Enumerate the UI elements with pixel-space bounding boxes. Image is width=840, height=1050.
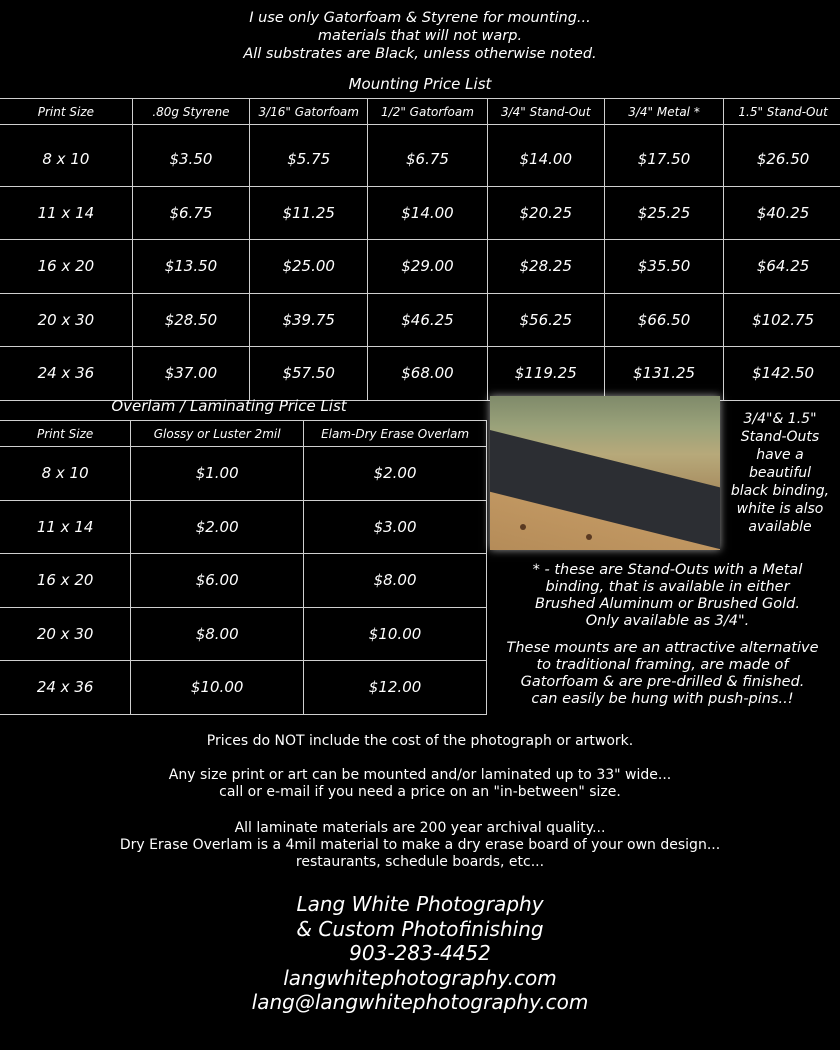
column-header: Glossy or Luster 2mil (131, 421, 304, 447)
note-line: beautiful (748, 465, 812, 481)
email-link[interactable]: lang@langwhitephotography.com (251, 990, 589, 1014)
column-header: Print Size (0, 99, 132, 125)
business-subtitle: & Custom Photofinishing (296, 916, 544, 941)
laminate-note-line: All laminate materials are 200 year archival quality... (234, 820, 606, 836)
table-cell: $20.25 (487, 186, 604, 240)
note-line: binding, that is available in either (545, 579, 790, 595)
table-cell: $10.00 (131, 661, 304, 715)
note-line: have a (756, 447, 804, 463)
table-cell: $25.25 (604, 186, 723, 240)
column-header: Print Size (0, 421, 131, 447)
table-cell: $12.00 (304, 661, 487, 715)
note-line: Brushed Aluminum or Brushed Gold. (535, 596, 800, 612)
column-header: Elam-Dry Erase Overlam (304, 421, 487, 447)
table-row (0, 186, 840, 240)
overlam-price-list-title: Overlam / Laminating Price List (111, 397, 347, 415)
column-header: .80g Styrene (132, 99, 249, 125)
intro-line: All substrates are Black, unless otherwise noted. (243, 46, 597, 62)
table-cell: $14.00 (368, 186, 487, 240)
stand-out-mount-photo (490, 396, 720, 550)
table-cell: $39.75 (250, 293, 368, 347)
table-cell: $6.75 (368, 125, 487, 187)
table-row (0, 661, 487, 715)
table-cell: $8.00 (131, 607, 304, 661)
table-cell: $17.50 (604, 125, 723, 187)
laminate-note-line: restaurants, schedule boards, etc... (295, 854, 545, 870)
note-line: * - these are Stand-Outs with a Metal (532, 562, 803, 578)
table-cell: 8 x 10 (0, 447, 131, 501)
column-header: 3/4" Stand-Out (487, 99, 604, 125)
size-note (0, 767, 840, 801)
laminate-note-line: Dry Erase Overlam is a 4mil material to make a dry erase board of your own design... (119, 837, 721, 853)
column-header: 1.5" Stand-Out (724, 99, 840, 125)
table-row (0, 125, 840, 187)
mounting-price-list-title: Mounting Price List (348, 75, 492, 93)
table-cell: $68.00 (368, 347, 487, 401)
table-cell: $3.50 (132, 125, 249, 187)
note-line: Only available as 3/4". (585, 613, 750, 629)
column-header: 1/2" Gatorfoam (368, 99, 487, 125)
table-cell: $3.00 (304, 500, 487, 554)
laminate-note (0, 820, 840, 871)
stand-out-binding-note (724, 410, 836, 536)
table-cell: $11.25 (250, 186, 368, 240)
note-line: Gatorfoam & are pre-drilled & finished. (520, 674, 805, 690)
table-cell: 11 x 14 (0, 186, 132, 240)
mounting-price-table (0, 98, 840, 401)
metal-binding-note (495, 562, 840, 630)
table-cell: 11 x 14 (0, 500, 131, 554)
table-cell: $46.25 (368, 293, 487, 347)
table-cell: $10.00 (304, 607, 487, 661)
table-cell: $28.25 (487, 240, 604, 294)
overlam-price-table (0, 420, 487, 715)
table-cell: $6.00 (131, 554, 304, 608)
column-header: 3/4" Metal * (604, 99, 723, 125)
table-cell: $1.00 (131, 447, 304, 501)
table-cell: $13.50 (132, 240, 249, 294)
table-cell: $66.50 (604, 293, 723, 347)
table-cell: $64.25 (724, 240, 840, 294)
framing-alternative-note (490, 640, 835, 708)
table-header-row (0, 99, 840, 125)
table-cell: 20 x 30 (0, 607, 131, 661)
table-cell: $14.00 (487, 125, 604, 187)
table-row (0, 293, 840, 347)
table-cell: $119.25 (487, 347, 604, 401)
table-cell: $26.50 (724, 125, 840, 187)
table-cell: $25.00 (250, 240, 368, 294)
table-cell: 8 x 10 (0, 125, 132, 187)
pricing-disclaimer (0, 733, 840, 750)
table-cell: $102.75 (724, 293, 840, 347)
table-row (0, 607, 487, 661)
table-cell: 16 x 20 (0, 240, 132, 294)
business-name: Lang White Photography (296, 892, 544, 916)
table-cell: 24 x 36 (0, 347, 132, 401)
table-cell: $8.00 (304, 554, 487, 608)
note-line: white is also (736, 501, 824, 517)
table-cell: $2.00 (304, 447, 487, 501)
intro-text (0, 9, 840, 63)
note-line: can easily be hung with push-pins..! (531, 691, 794, 707)
intro-line: materials that will not warp. (317, 28, 523, 44)
table-cell: 24 x 36 (0, 661, 131, 715)
phone-number: 903-283-4452 (349, 941, 491, 965)
contact-block (0, 892, 840, 1015)
table-cell: $56.25 (487, 293, 604, 347)
size-note-line: call or e-mail if you need a price on an "in-between" size. (219, 784, 621, 800)
table-cell: 16 x 20 (0, 554, 131, 608)
table-row (0, 447, 487, 501)
table-cell: $35.50 (604, 240, 723, 294)
note-line: black binding, (730, 483, 830, 499)
table-cell: $29.00 (368, 240, 487, 294)
note-line: Stand-Outs (740, 429, 820, 445)
table-row (0, 240, 840, 294)
intro-line: I use only Gatorfoam & Styrene for mounting... (249, 10, 591, 26)
drill-hole (520, 524, 526, 530)
note-line: to traditional framing, are made of (536, 657, 789, 673)
table-row (0, 500, 487, 554)
table-header-row (0, 421, 487, 447)
note-line: 3/4"& 1.5" (743, 411, 817, 427)
table-cell: $2.00 (131, 500, 304, 554)
drill-hole (586, 534, 592, 540)
note-line: available (748, 519, 812, 535)
size-note-line: Any size print or art can be mounted and/or laminated up to 33" wide... (168, 767, 672, 783)
website-link[interactable]: langwhitephotography.com (283, 965, 557, 990)
table-cell: $6.75 (132, 186, 249, 240)
note-line: These mounts are an attractive alternative (506, 640, 819, 656)
table-cell: $37.00 (132, 347, 249, 401)
disclaimer-line: Prices do NOT include the cost of the photograph or artwork. (206, 733, 634, 749)
table-cell: $40.25 (724, 186, 840, 240)
table-cell: $57.50 (250, 347, 368, 401)
table-row (0, 347, 840, 401)
table-cell: $142.50 (724, 347, 840, 401)
column-header: 3/16" Gatorfoam (250, 99, 368, 125)
table-cell: 20 x 30 (0, 293, 132, 347)
table-row (0, 554, 487, 608)
table-cell: $28.50 (132, 293, 249, 347)
table-cell: $5.75 (250, 125, 368, 187)
table-cell: $131.25 (604, 347, 723, 401)
